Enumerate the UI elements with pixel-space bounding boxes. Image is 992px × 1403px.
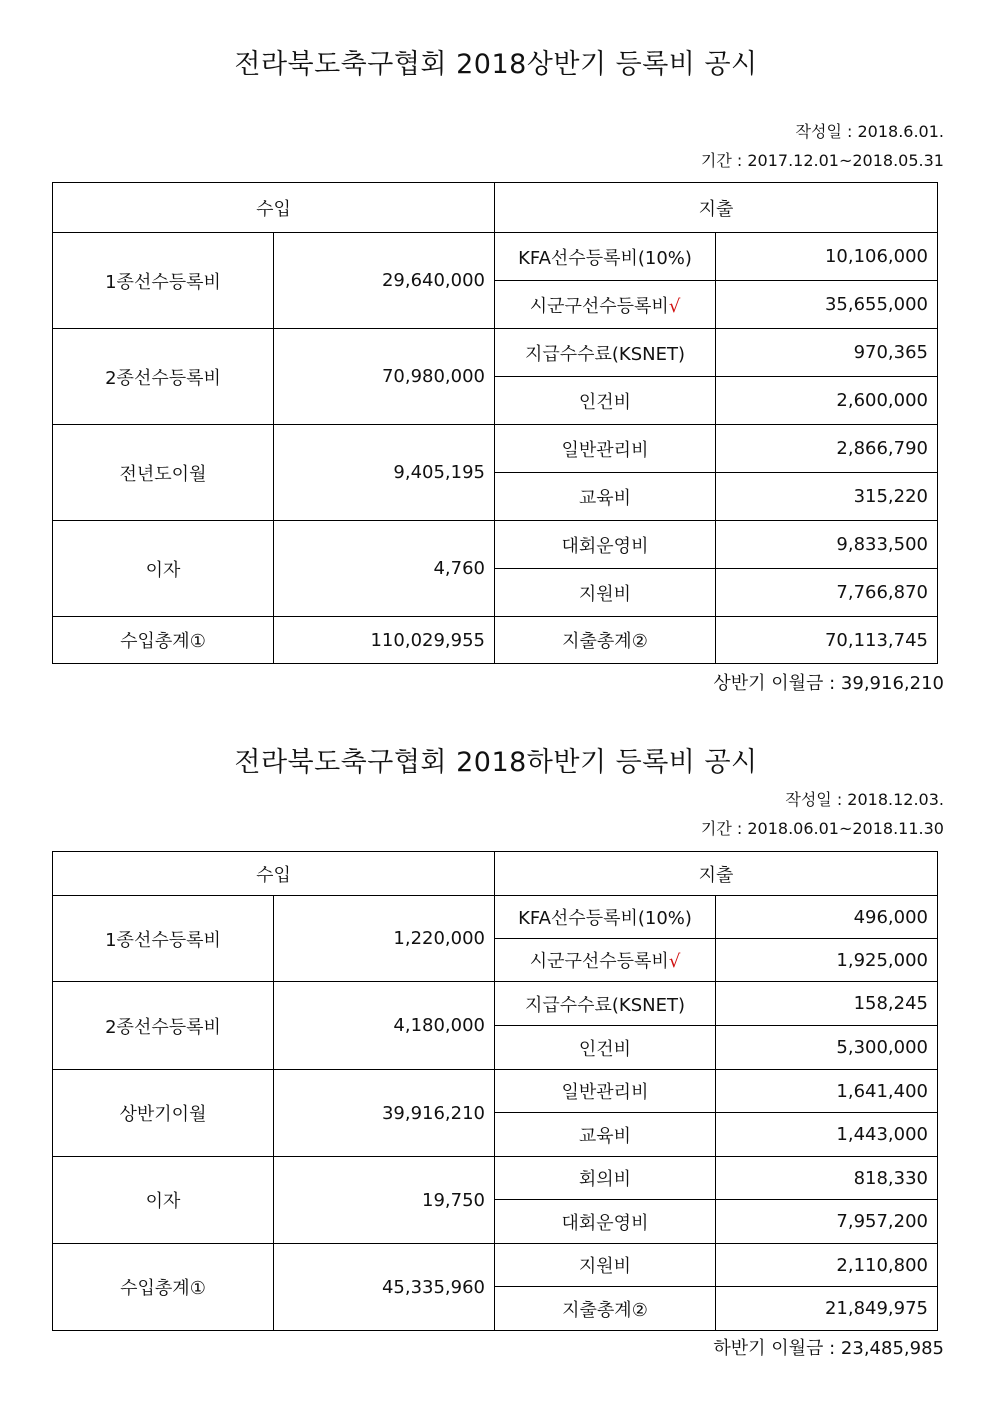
expense-label: 대회운영비 xyxy=(495,521,716,569)
expense-label: 회의비 xyxy=(495,1157,716,1200)
income-total-label: 수입총계① xyxy=(53,617,274,664)
expense-label xyxy=(495,939,716,982)
expense-amount: 818,330 xyxy=(716,1157,938,1200)
check-mark: √ xyxy=(668,951,681,972)
income-label: 상반기이월 xyxy=(53,1070,274,1157)
expense-amount: 5,300,000 xyxy=(716,1026,938,1070)
expense-amount: 315,220 xyxy=(716,473,938,521)
expense-label: 인건비 xyxy=(495,1026,716,1070)
expense-amount: 9,833,500 xyxy=(716,521,938,569)
expense-label: 교육비 xyxy=(495,1113,716,1157)
expense-label: 교육비 xyxy=(495,473,716,521)
expense-label: KFA선수등록비(10%) xyxy=(495,233,716,281)
expense-label xyxy=(495,281,716,329)
income-header: 수입 xyxy=(53,852,495,896)
income-label: 1종선수등록비 xyxy=(53,896,274,982)
expense-amount: 7,766,870 xyxy=(716,569,938,617)
income-label: 1종선수등록비 xyxy=(53,233,274,329)
expense-label: 대회운영비 xyxy=(495,1200,716,1244)
income-amount: 4,180,000 xyxy=(274,982,495,1070)
carryover-label-h1: 상반기 이월금 : 39,916,210 xyxy=(713,673,944,694)
date-label-h2: 작성일 : 2018.12.03. xyxy=(785,790,944,809)
expense-label-text: 시군구선수등록비 xyxy=(529,951,669,972)
income-total-amount: 45,335,960 xyxy=(274,1244,495,1331)
check-mark: √ xyxy=(668,295,681,317)
income-amount: 29,640,000 xyxy=(274,233,495,329)
period-label-h1: 기간 : 2017.12.01~2018.05.31 xyxy=(700,151,944,170)
expense-label-text: 시군구선수등록비 xyxy=(529,295,669,317)
income-amount: 39,916,210 xyxy=(274,1070,495,1157)
ledger-table-h1 xyxy=(52,182,938,664)
expense-amount: 35,655,000 xyxy=(716,281,938,329)
report-title-h2: 전라북도축구협회 2018하반기 등록비 공시 xyxy=(234,747,758,778)
expense-amount: 158,245 xyxy=(716,982,938,1026)
income-amount: 4,760 xyxy=(274,521,495,617)
expense-header: 지출 xyxy=(495,183,938,233)
expense-amount: 2,110,800 xyxy=(716,1244,938,1287)
income-header: 수입 xyxy=(53,183,495,233)
expense-amount: 1,641,400 xyxy=(716,1070,938,1113)
expense-header: 지출 xyxy=(495,852,938,896)
income-total-label: 수입총계① xyxy=(53,1244,274,1331)
expense-total-amount: 21,849,975 xyxy=(716,1287,938,1331)
income-amount: 70,980,000 xyxy=(274,329,495,425)
ledger-table-h2 xyxy=(52,851,938,1331)
expense-amount: 7,957,200 xyxy=(716,1200,938,1244)
income-amount: 9,405,195 xyxy=(274,425,495,521)
report-title-h1: 전라북도축구협회 2018상반기 등록비 공시 xyxy=(234,49,758,80)
expense-total-label: 지출총계② xyxy=(495,617,716,664)
expense-label: 지급수수료(KSNET) xyxy=(495,982,716,1026)
income-amount: 1,220,000 xyxy=(274,896,495,982)
expense-amount: 2,600,000 xyxy=(716,377,938,425)
expense-total-amount: 70,113,745 xyxy=(716,617,938,664)
expense-amount: 496,000 xyxy=(716,896,938,939)
expense-amount: 1,925,000 xyxy=(716,939,938,982)
income-amount: 19,750 xyxy=(274,1157,495,1244)
expense-label: KFA선수등록비(10%) xyxy=(495,896,716,939)
income-label: 2종선수등록비 xyxy=(53,329,274,425)
expense-amount: 2,866,790 xyxy=(716,425,938,473)
expense-amount: 1,443,000 xyxy=(716,1113,938,1157)
expense-label: 일반관리비 xyxy=(495,425,716,473)
expense-label: 지원비 xyxy=(495,569,716,617)
expense-label: 인건비 xyxy=(495,377,716,425)
income-label: 이자 xyxy=(53,1157,274,1244)
income-label: 이자 xyxy=(53,521,274,617)
expense-label: 지급수수료(KSNET) xyxy=(495,329,716,377)
carryover-label-h2: 하반기 이월금 : 23,485,985 xyxy=(713,1338,944,1359)
date-label-h1: 작성일 : 2018.6.01. xyxy=(795,122,944,141)
expense-amount: 10,106,000 xyxy=(716,233,938,281)
period-label-h2: 기간 : 2018.06.01~2018.11.30 xyxy=(700,819,944,838)
income-label: 전년도이월 xyxy=(53,425,274,521)
expense-amount: 970,365 xyxy=(716,329,938,377)
expense-label: 일반관리비 xyxy=(495,1070,716,1113)
income-total-amount: 110,029,955 xyxy=(274,617,495,664)
income-label: 2종선수등록비 xyxy=(53,982,274,1070)
expense-total-label: 지출총계② xyxy=(495,1287,716,1331)
expense-label: 지원비 xyxy=(495,1244,716,1287)
